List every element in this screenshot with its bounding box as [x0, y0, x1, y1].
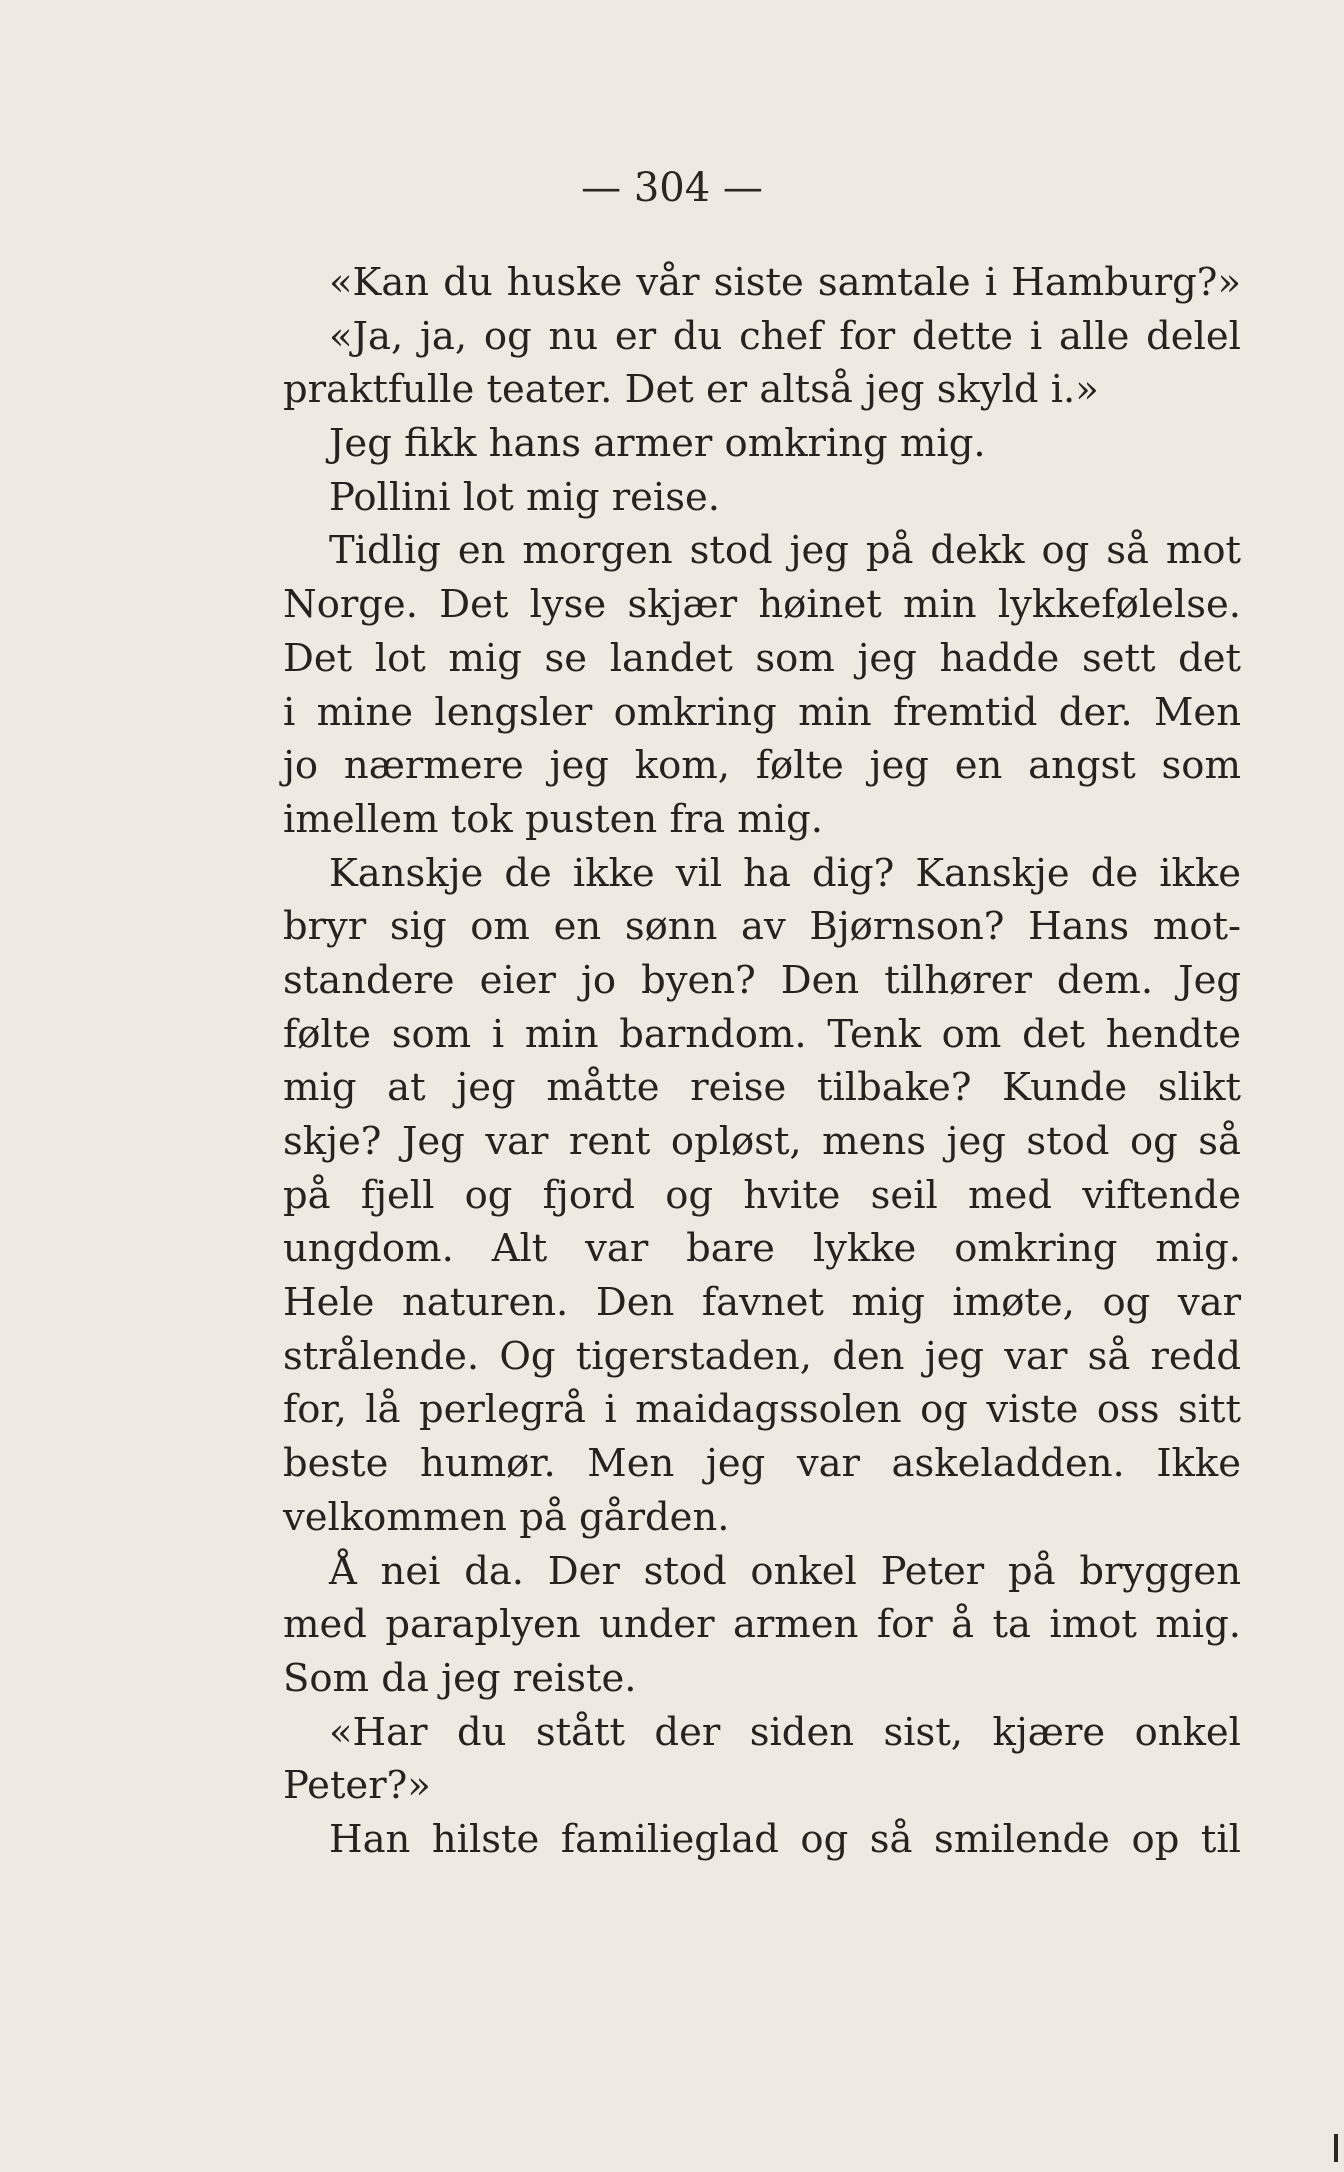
text-line: «Har du stått der siden sist, kjære onkel [329, 1709, 1241, 1755]
text-line: følte som i min barndom. Tenk om det hendte [283, 1011, 1241, 1057]
text-line: mig at jeg måtte reise tilbake? Kunde slikt [283, 1065, 1241, 1111]
text-line: Som da jeg reiste. [283, 1655, 637, 1701]
text-line: Norge. Det lyse skjær høinet min lykkefølelse. [283, 582, 1241, 628]
text-line: Hele naturen. Den favnet mig imøte, og var [283, 1280, 1241, 1326]
text-line: Han hilste familieglad og så smilende op til [329, 1816, 1241, 1862]
text-line: i mine lengsler omkring min fremtid der. Men [283, 689, 1241, 735]
text-line: «Kan du huske vår siste samtale i Hamburg?» [329, 260, 1241, 305]
text-line: Tidlig en morgen stod jeg på dekk og så mot [329, 528, 1241, 574]
text-line: strålende. Og tigerstaden, den jeg var så redd [283, 1333, 1241, 1379]
page-number: — 304 — [581, 165, 763, 211]
text-line: med paraplyen under armen for å ta imot mig. [283, 1602, 1241, 1648]
text-line: standere eier jo byen? Den tilhører dem. Jeg [283, 957, 1241, 1003]
text-line: Kanskje de ikke vil ha dig? Kanskje de ikke [329, 850, 1241, 896]
text-line: imellem tok pusten fra mig. [283, 796, 824, 842]
edge-mark [1334, 2134, 1338, 2162]
text-line: skje? Jeg var rent opløst, mens jeg stod og så [283, 1119, 1241, 1164]
text-line: jo nærmere jeg kom, følte jeg en angst som [283, 743, 1241, 789]
text-line: Jeg fikk hans armer omkring mig. [329, 421, 986, 467]
text-line: Det lot mig se landet som jeg hadde sett det [283, 635, 1241, 681]
text-line: praktfulle teater. Det er altså jeg skyld i.» [283, 367, 1099, 413]
text-line: ungdom. Alt var bare lykke omkring mig. [283, 1226, 1241, 1272]
text-line: bryr sig om en sønn av Bjørnson? Hans mot- [283, 904, 1241, 950]
text-line: for, lå perlegrå i maidagssolen og viste oss sitt [283, 1387, 1241, 1433]
body-text [283, 256, 1241, 1867]
text-line: på fjell og fjord og hvite seil med viftende [283, 1172, 1241, 1218]
text-line: Peter?» [283, 1763, 431, 1809]
text-line: velkommen på gården. [283, 1494, 730, 1540]
text-line: Å nei da. Der stod onkel Peter på bryggen [329, 1548, 1241, 1594]
text-line: beste humør. Men jeg var askeladden. Ikke [283, 1441, 1241, 1487]
text-line: «Ja, ja, og nu er du chef for dette i alle delel [329, 313, 1241, 359]
text-line: Pollini lot mig reise. [329, 474, 720, 520]
